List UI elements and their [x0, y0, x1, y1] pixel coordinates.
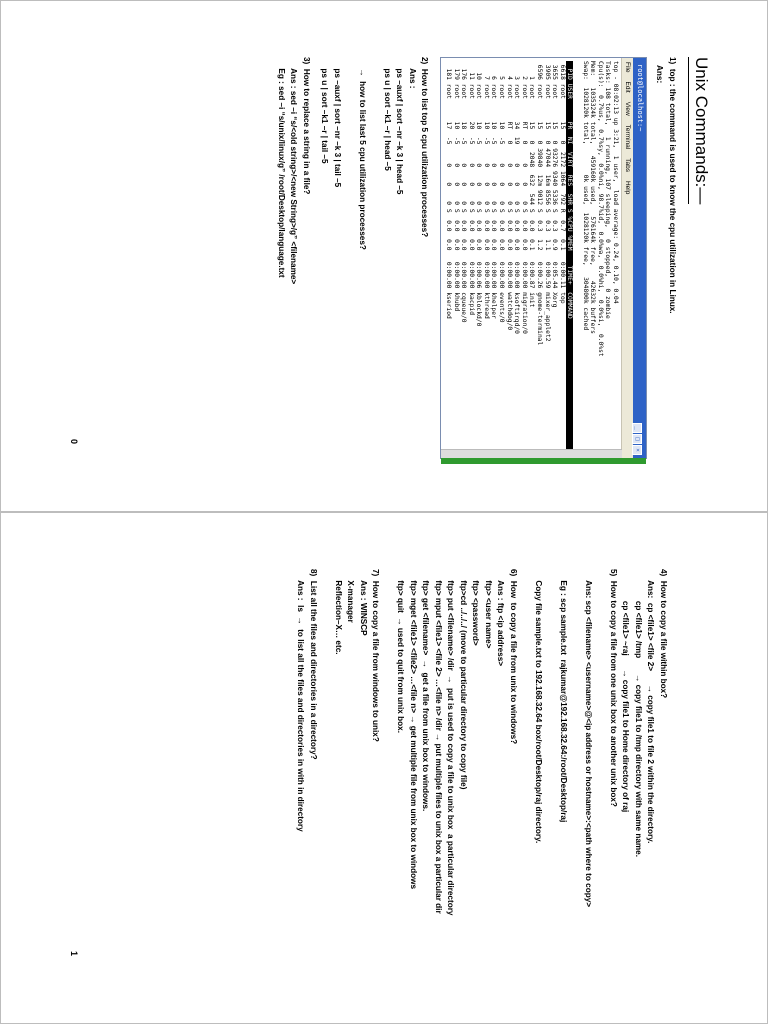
answer-line: ftp> put <filename> /dir → put is used to copy a file to unix box a particular directory — [446, 569, 456, 916]
answer-line: ps u | sort –k1 –r | tail –5 — [320, 57, 330, 164]
answer-line: Ans : sed –i “s/<old string>/<new String>/g” <filename> — [289, 57, 299, 285]
blank-line — [382, 569, 395, 989]
question-7: 7) How to copy a file from windows to unix? — [371, 569, 381, 742]
menu-file: File — [624, 62, 631, 73]
process-row: 5 root 10 -5 0 0 0 S 0.0 0.0 0:00.00 events/0 — [498, 61, 506, 323]
answer-line: Ans : WINSCP — [359, 569, 368, 636]
page-1-body — [294, 569, 669, 989]
terminal-output — [441, 58, 621, 458]
close-icon: × — [632, 445, 642, 455]
answer-line: ps –auxf | sort –nr –k 3 | tail –5 — [332, 57, 342, 188]
process-row: 6618 root 15 0 2172 1064 792 R 0.7 0.1 0:00.11 top — [558, 61, 566, 304]
top-summary-line: Swap: 1028120k total, 0k used, 1028120k free, 304800k cached — [581, 61, 589, 331]
answer-line: ftp> <user name> — [484, 569, 493, 649]
process-row: 11 root 20 -5 0 0 0 S 0.0 0.0 0:00.00 kacpid — [467, 61, 475, 316]
top-summary-line: top - 08:02:13 up 3:21, 1 user, load average: 0.24, 0.10, 0.04 — [612, 61, 619, 304]
menu-view: View — [624, 101, 631, 116]
terminal-scrollbar — [441, 449, 622, 458]
answer-line: X-manager — [346, 569, 356, 623]
process-row: 6596 root 15 0 39840 12m 9012 S 0.3 1.2 0:00.26 gnome-terminal — [536, 61, 544, 346]
menu-edit: Edit — [624, 81, 631, 93]
answer-line: Copy file sample.txt to 192.168.32.64 box/root/Desktop/raj directory. — [534, 569, 543, 844]
answer-line: ftp> mput <file1> <file 2> …<file n> /dir → put multiple files to unix box a particular dir — [434, 569, 443, 914]
question-5: 5) How to copy a file from one unix box to another unix box? — [609, 569, 618, 807]
blank-line — [544, 569, 557, 989]
answer-line: Reflection–X… etc. — [334, 569, 343, 655]
blank-line — [519, 569, 532, 989]
terminal-screenshot — [440, 57, 647, 459]
question-1: 1) top : the command is used to know the cpu utilization in Linux. — [668, 57, 677, 314]
blank-line — [569, 569, 582, 989]
answer-line — [368, 57, 381, 477]
answer-line: Ans: cp <file1> <file 2> → copy file1 to file 2 within the directory. — [646, 569, 656, 844]
question-8: 8) List all the files and directories in a directory? — [309, 569, 318, 760]
process-row: 2 root RT 0 0 0 0 S 0.0 0.0 0:00.00 migration/0 — [520, 61, 528, 334]
page-0-rotated-content — [1, 1, 768, 512]
question-6: 6) How to copy a file from unix to windows? — [509, 569, 518, 745]
process-row: 176 root 18 -5 0 0 0 S 0.0 0.0 0:00.00 cqueue/0 — [460, 61, 468, 323]
process-row: 3 root 34 19 0 0 0 S 0.0 0.0 0:00.00 ksoftirqd/0 — [513, 61, 521, 334]
question-2: 2) How to list top 5 cpu utilization processes? — [420, 57, 430, 238]
top-summary-line: Tasks: 108 total, 1 running, 107 sleeping, 0 stopped, 0 zombie — [604, 61, 612, 319]
answer-line: cp <file1> /tmp → copy file1 to /tmp directory with same name. — [634, 569, 643, 858]
menu-help: Help — [624, 180, 631, 195]
blank-line — [319, 569, 332, 989]
desktop-edge-decoration — [441, 458, 646, 464]
terminal-title: root@localhost:~ — [636, 64, 644, 132]
question-3-answer — [274, 57, 299, 477]
top-summary-line: Cpu(s): 0.7%us, 0.7%sy, 0.0%ni, 98.7%id, 0.0%wa, 0.0%hi, 0.0%si, 0.0%st — [596, 61, 604, 357]
process-row: 3655 root 15 0 93276 9340 5336 S 0.3 0.9 0:05.44 Xorg — [551, 61, 559, 308]
menu-terminal: Terminal — [624, 124, 631, 150]
process-row: 4 root RT 0 0 0 0 S 0.0 0.0 0:00.00 watchdog/0 — [505, 61, 513, 331]
document-page-1 — [0, 512, 768, 1024]
answer-line: ps u | sort –k1 –r | head –5 — [382, 57, 392, 171]
answer-line: ftp> get <filename> → get a file from unix box to windows. — [421, 569, 431, 812]
answer-line: ps –auxf | sort –nr –k 3 | head –5 — [395, 57, 405, 195]
process-row: 179 root 10 -5 0 0 0 S 0.0 0.0 0:00.00 khubd — [452, 61, 460, 312]
answer-line — [343, 57, 356, 477]
terminal-titlebar — [633, 58, 646, 458]
page-1-rotated-content — [1, 513, 768, 1024]
question-2-answer — [318, 57, 418, 477]
answer-line: ftp> quit → used to quit from unix box. — [396, 569, 406, 733]
answer-line: ftp> <password> — [471, 569, 481, 646]
process-row: 1 root 15 0 2048 632 544 S 0.0 0.1 0:00.87 init — [528, 61, 536, 308]
answer-line: ftp>cd ../../../ (move to particular directory to copy file) — [459, 569, 468, 790]
answer-line: ftp> mget <file1> <file2> …<file n> → get multiple file from unix box to windows — [409, 569, 418, 890]
page-number: 0 — [69, 439, 79, 445]
answer-line: Ans : ls → to list all the files and directories in with in directory — [296, 569, 306, 832]
answer-line: Ans : — [407, 57, 417, 89]
blank-line — [594, 569, 607, 989]
answer-line: cp <file1> ~raj → copy file1 to Home directory of raj — [621, 569, 631, 813]
question-3: 3) How to replace a string in a file? — [301, 57, 311, 195]
answer-line: Eg : scp sample.txt rajkumar@192.168.32.64:/root/Desktop/raj — [559, 569, 568, 823]
process-row: 3905 root 15 0 47044 16m 8556 S 0.3 1.1 0:00.59 mixer_applet2 — [543, 61, 551, 342]
minimize-icon: _ — [632, 423, 642, 433]
question-1-answer-label: Ans: — [655, 65, 665, 84]
page-number: 1 — [69, 951, 79, 957]
answer-line: Ans: scp <filename> <username>@<ip address or hostname>:<path where to copy> — [584, 569, 593, 908]
answer-line: Ans : ftp <ip address> — [496, 569, 506, 667]
page-title: Unix Commands:— — [688, 57, 711, 204]
process-table-header: PID USER PR NI VIRT RES SHR S %CPU %MEM TIME+ COMMAND — [566, 61, 574, 455]
process-row: 6 root 10 -5 0 0 0 S 0.0 0.0 0:00.00 khelper — [490, 61, 498, 319]
question-4: 4) How to copy a file within box? — [659, 569, 668, 699]
top-summary-line: Mem: 1035324k total, 459160k used, 576164k free, 42632k buffers — [589, 61, 597, 334]
process-row: 10 root 10 -5 0 0 0 S 0.0 0.0 0:00.06 kblockd/0 — [475, 61, 483, 327]
maximize-icon: □ — [632, 434, 642, 444]
process-row: 7 root 10 -5 0 0 0 S 0.0 0.0 0:00.00 kthread — [482, 61, 490, 319]
answer-line: → how to list last 5 cpu utilization processes? — [357, 57, 367, 250]
menu-tabs: Tabs — [624, 158, 631, 172]
terminal-menubar — [621, 58, 633, 458]
answer-line: Eg : sed –i “s/unix/linux/g” /root/Desktop/language.txt — [276, 57, 286, 278]
process-row: 181 root 17 -5 0 0 0 S 0.0 0.0 0:00.00 kseriod — [444, 61, 452, 319]
